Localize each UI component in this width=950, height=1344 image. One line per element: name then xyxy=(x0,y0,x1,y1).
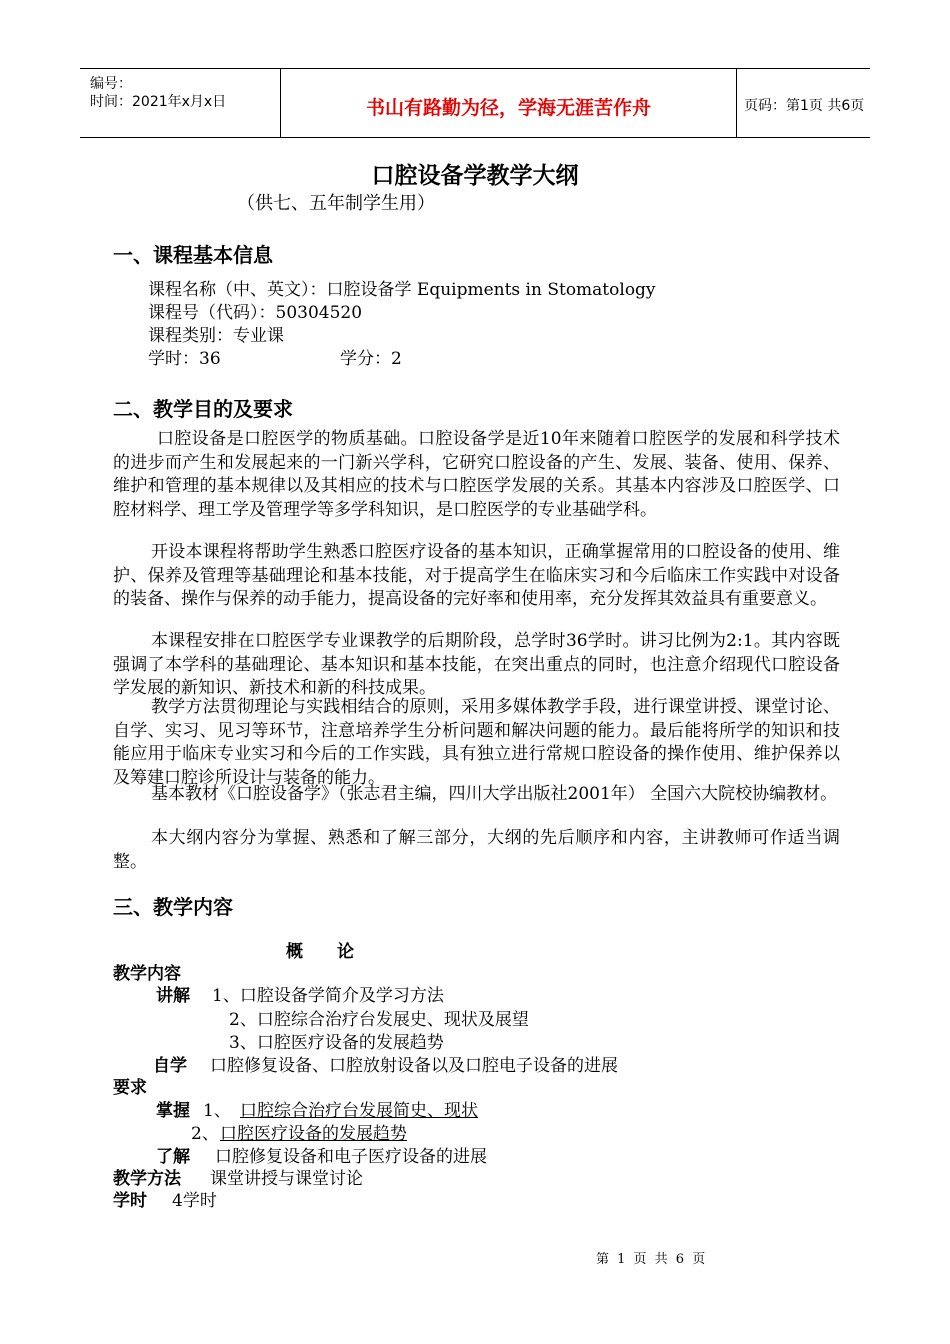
section3-heading: 三、教学内容 xyxy=(113,895,233,919)
page-header xyxy=(80,68,870,138)
method-text: 课堂讲授与课堂讨论 xyxy=(210,1169,363,1189)
page-footer: 第 1 页 共 6 页 xyxy=(596,1252,708,1267)
course-type: 课程类别：专业课 xyxy=(148,326,284,346)
paragraph: 本课程安排在口腔医学专业课教学的后期阶段，总学时36学时。讲习比例为2:1。其内容既强调了本学科的基础理论、基本知识和基本技能，在突出重点的同时，也注意介绍现代口腔设备学发展的新知识、新技术和新的科技成果。 xyxy=(113,631,840,698)
understand-label: 了解 xyxy=(156,1147,190,1167)
hours-label: 学时 xyxy=(113,1191,147,1211)
paragraph: 基本教材《口腔设备学》（张志君主编，四川大学出版社2001年） 全国六大院校协编教材。 xyxy=(151,784,838,804)
lecture-item: 3、口腔医疗设备的发展趋势 xyxy=(229,1033,444,1053)
master-item-number: 1、 xyxy=(203,1101,231,1121)
course-code: 课程号（代码）：50304520 xyxy=(148,303,363,323)
section1-heading: 一、课程基本信息 xyxy=(113,243,273,267)
understand-text: 口腔修复设备和电子医疗设备的进展 xyxy=(215,1147,487,1167)
document-title: 口腔设备学教学大纲 xyxy=(371,163,579,189)
lecture-item: 2、口腔综合治疗台发展史、现状及展望 xyxy=(229,1010,529,1030)
section2-heading: 二、教学目的及要求 xyxy=(113,397,293,421)
course-credits: 学分：2 xyxy=(340,349,402,369)
master-label: 掌握 xyxy=(156,1101,190,1121)
header-page-cell xyxy=(736,69,870,137)
document-subtitle: （供七、五年制学生用） xyxy=(237,193,435,214)
method-label: 教学方法 xyxy=(113,1169,181,1189)
course-hours: 学时：36 xyxy=(148,349,221,369)
master-item: 口腔医疗设备的发展趋势 xyxy=(220,1124,407,1144)
paragraph: 本大纲内容分为掌握、熟悉和了解三部分，大纲的先后顺序和内容，主讲教师可作适当调整。 xyxy=(113,828,840,872)
self-study-text: 口腔修复设备、口腔放射设备以及口腔电子设备的进展 xyxy=(210,1056,618,1076)
header-motto: 书山有路勤为径，学海无涯苦作舟 xyxy=(365,97,651,119)
header-info-cell xyxy=(80,69,280,137)
self-study-label: 自学 xyxy=(153,1056,187,1076)
master-item: 口腔综合治疗台发展简史、现状 xyxy=(240,1101,478,1121)
chapter-title: 概 论 xyxy=(286,942,354,962)
paragraph: 口腔设备是口腔医学的物质基础。口腔设备学是近10年来随着口腔医学的发展和科学技术的进步而产生和发展起来的一门新兴学科，它研究口腔设备的产生、发展、装备、使用、保养、维护和管理的基本规律以及其相应的技术与口腔医学发展的关系。其基本内容涉及口腔医学、口腔材料学、理工学及管理学等多学科知识，是口腔医学的专业基础学科。 xyxy=(113,429,840,520)
master-item-number: 2、 xyxy=(191,1124,219,1144)
requirements-label: 要求 xyxy=(113,1078,147,1098)
lecture-item: 1、口腔设备学简介及学习方法 xyxy=(212,986,444,1006)
paragraph: 教学方法贯彻理论与实践相结合的原则，采用多媒体教学手段，进行课堂讲授、课堂讨论、自学、实习、见习等环节，注意培养学生分析问题和解决问题的能力。最后能将所学的知识和技能应用于临床专业实习和今后的工作实践，具有独立进行常规口腔设备的操作使用、维护保养以及筹建口腔诊所设计与装备的能力。 xyxy=(113,697,840,788)
paragraph: 开设本课程将帮助学生熟悉口腔医疗设备的基本知识，正确掌握常用的口腔设备的使用、维护、保养及管理等基础理论和基本技能，对于提高学生在临床实习和今后临床工作实践中对设备的装备、操作与保养的动手能力，提高设备的完好率和使用率，充分发挥其效益具有重要意义。 xyxy=(113,542,840,609)
header-motto-cell xyxy=(280,69,737,137)
header-number-label: 编号： xyxy=(90,76,132,92)
lecture-label: 讲解 xyxy=(156,986,190,1006)
course-name: 课程名称（中、英文）：口腔设备学 Equipments in Stomatology xyxy=(148,280,656,300)
hours-text: 4学时 xyxy=(172,1191,217,1211)
header-page-info: 页码：第1页 共6页 xyxy=(744,98,865,114)
header-time-label: 时间：2021年x月x日 xyxy=(90,94,227,110)
content-label: 教学内容 xyxy=(113,964,181,984)
